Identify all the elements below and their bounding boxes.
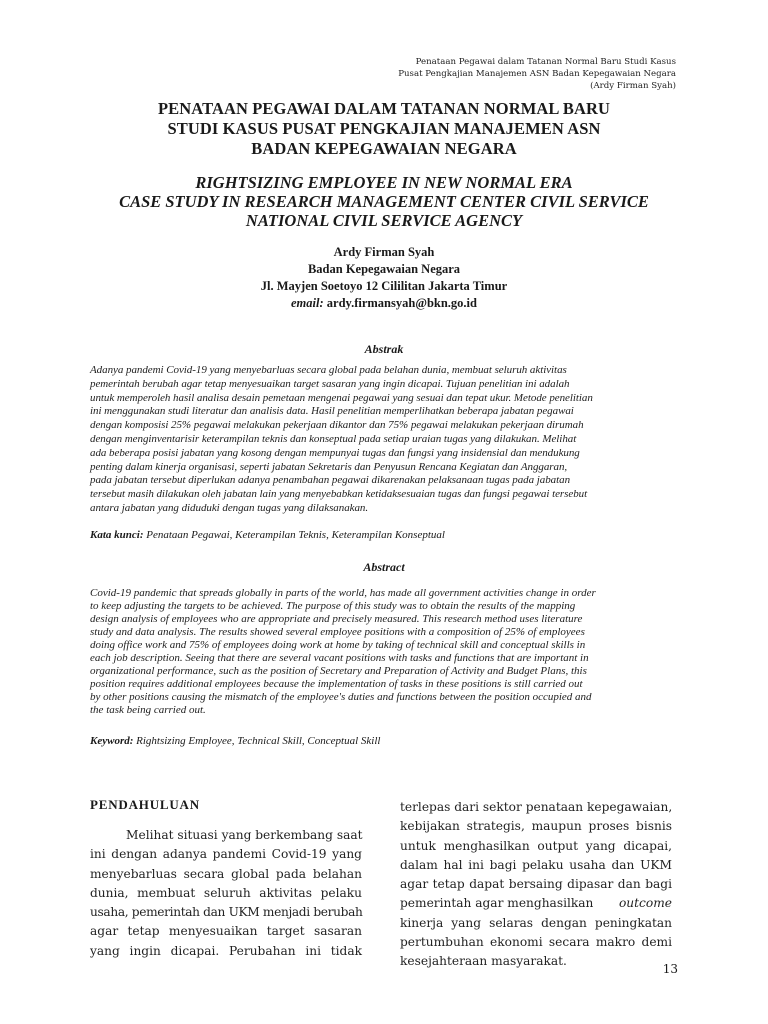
- abstrak-line: ada beberapa posisi jabatan yang kosong dengan mempunyai tugas dan fungsi yang insidensial dan mendukung: [90, 446, 580, 459]
- abstrak-line: pada jabatan tersebut diperlukan adanya penambahan pegawai dikarenakan pelaksanaan tugas pada jabatan: [90, 474, 571, 487]
- body-line: pertumbuhan ekonomi secara makro demi: [400, 935, 672, 950]
- title-line: PENATAAN PEGAWAI DALAM TATANAN NORMAL BARU: [157, 99, 610, 118]
- author-email-line: [134, 295, 634, 312]
- paper-title-english: [84, 173, 684, 230]
- left-column: [90, 826, 362, 961]
- keyword-values: Rightsizing Employee, Technical Skill, Conceptual Skill: [136, 735, 381, 747]
- body-line: yang ingin dicapai. Perubahan ini tidak: [90, 943, 362, 958]
- keyword-label: Keyword:: [90, 735, 134, 747]
- abstrak-line: dengan komposisi 25% pegawai melakukan pekerjaan dikantor dan 75% pegawai melakukan pekerjaan dirumah: [90, 419, 584, 432]
- body-line: ini dengan adanya pandemi Covid-19 yang: [90, 847, 362, 862]
- author-block: [134, 244, 634, 312]
- body-line: menyebarluas secara global pada belahan: [90, 866, 362, 881]
- body-line: dalam hal ini bagi pelaku usaha dan UKM: [400, 857, 672, 872]
- abstract-line: by other positions causing the mismatch of the employee's duties and functions between the position occupied and: [90, 691, 592, 703]
- body-line: Melihat situasi yang berkembang saat: [126, 828, 363, 842]
- title-line: BADAN KEPEGAWAIAN NEGARA: [251, 139, 517, 158]
- page-number: 13: [662, 962, 678, 976]
- body-line: kinerja yang selaras dengan peningkatan: [400, 915, 672, 930]
- author-address: Jl. Mayjen Soetoyo 12 Cililitan Jakarta Timur: [260, 279, 508, 293]
- abstract-line: organizational performance, such as the position of Secretary and Preparation of Activity and Budget Plans, this: [90, 665, 587, 677]
- body-line: dunia, membuat seluruh aktivitas pelaku: [90, 885, 362, 900]
- abstract-line: to keep adjusting the targets to be achieved. The purpose of this study was to obtain the results of the mapping: [90, 600, 576, 612]
- body-line: [400, 894, 672, 913]
- running-head-line: Pusat Pengkajian Manajemen ASN Badan Kepegawaian Negara: [398, 69, 676, 79]
- title-line: STUDI KASUS PUSAT PENGKAJIAN MANAJEMEN ASN: [167, 119, 601, 138]
- right-column: [400, 798, 672, 972]
- body-text: pemerintah agar menghasilkan: [400, 896, 594, 911]
- body-line: kebijakan strategis, maupun proses bisnis: [400, 819, 672, 834]
- running-head-line: Penataan Pegawai dalam Tatanan Normal Baru Studi Kasus: [415, 57, 676, 67]
- author-name: Ardy Firman Syah: [333, 245, 435, 259]
- abstract-line: the task being carried out.: [90, 704, 206, 716]
- abstract-line: each job description. Seeing that there are several vacant positions with tasks and functions that are important in: [90, 652, 589, 664]
- abstract-line: position requires additional employees because the implementation of tasks in these positions is still carried out: [90, 678, 583, 690]
- abstrak-line: dengan menginventarisir keterampilan teknis dan konseptual pada setiap uraian tugas yang dilakukan. Melihat: [90, 432, 577, 445]
- kata-kunci-values: Penataan Pegawai, Keterampilan Teknis, Keterampilan Konseptual: [146, 529, 445, 541]
- title-line: CASE STUDY IN RESEARCH MANAGEMENT CENTER CIVIL SERVICE: [119, 192, 649, 211]
- abstrak-text: [90, 364, 680, 516]
- body-line: usaha, pemerintah dan UKM menjadi berubah: [90, 905, 363, 920]
- abstrak-heading: Abstrak: [364, 342, 404, 356]
- body-line: kesejahteraan masyarakat.: [400, 954, 567, 969]
- author-institution: Badan Kepegawaian Negara: [307, 262, 461, 276]
- abstract-line: doing office work and 75% of employees doing work at home by taking of technical skill and conceptual skills in: [90, 639, 586, 651]
- body-line: agar tetap dapat bersaing dipasar dan bagi: [400, 877, 672, 892]
- abstrak-line: Adanya pandemi Covid-19 yang menyebarluas secara global pada belahan dunia, membuat seluruh aktivitas: [90, 364, 567, 376]
- title-line: NATIONAL CIVIL SERVICE AGENCY: [245, 211, 523, 230]
- kata-kunci-label: Kata kunci:: [90, 529, 144, 541]
- email-label: email:: [291, 296, 324, 310]
- running-head-author: (Ardy Firman Syah): [590, 81, 676, 91]
- abstract-text: [90, 587, 680, 717]
- abstract-line: design analysis of employees who are appropriate and precisely measured. This research method uses literature: [90, 613, 583, 625]
- body-line: untuk menghasilkan output yang dicapai,: [400, 838, 672, 853]
- abstrak-line: antara jabatan yang diduduki dengan tugas yang dilaksanakan.: [90, 501, 369, 514]
- abstrak-line: pemerintah berubah agar tetap menyesuaikan target sasaran yang ingin dicapai. Tujuan penelitian ini adalah: [90, 377, 570, 390]
- running-head: [256, 56, 676, 92]
- abstract-line: study and data analysis. The results showed several employee positions with a composition of 25% of employees: [90, 626, 585, 638]
- author-email: ardy.firmansyah@bkn.go.id: [326, 296, 477, 310]
- kata-kunci: [90, 529, 680, 541]
- keywords: [90, 735, 680, 747]
- abstract-line: Covid-19 pandemic that spreads globally in parts of the world, has made all government activities change in order: [90, 587, 596, 599]
- section-heading: PENDAHULUAN: [90, 797, 200, 812]
- abstrak-line: penting dalam kinerja organisasi, seperti jabatan Sekretaris dan Penyusun Rencana Kegiatan dan Anggaran,: [90, 460, 568, 473]
- paper-title-indonesian: [84, 99, 684, 159]
- italic-term: outcome: [618, 896, 672, 911]
- title-line: RIGHTSIZING EMPLOYEE IN NEW NORMAL ERA: [195, 173, 573, 192]
- body-line: agar tetap menyesuaikan target sasaran: [90, 924, 362, 939]
- body-line: terlepas dari sektor penataan kepegawaian,: [400, 800, 673, 814]
- abstrak-line: ini menggunakan studi literatur dan analisis data. Hasil penelitian memperlihatkan beberapa jabatan pegawai: [90, 405, 574, 418]
- abstract-heading: Abstract: [363, 560, 405, 574]
- abstrak-line: tersebut masih dilakukan oleh jabatan lain yang menyebabkan ketidaksesuaian tugas dan fungsi pegawai tersebut: [90, 488, 588, 501]
- abstrak-line: untuk memperoleh hasil analisa desain pemetaan mengenai pegawai yang sesuai dan tepat ukur. Metode penelitian: [90, 391, 593, 404]
